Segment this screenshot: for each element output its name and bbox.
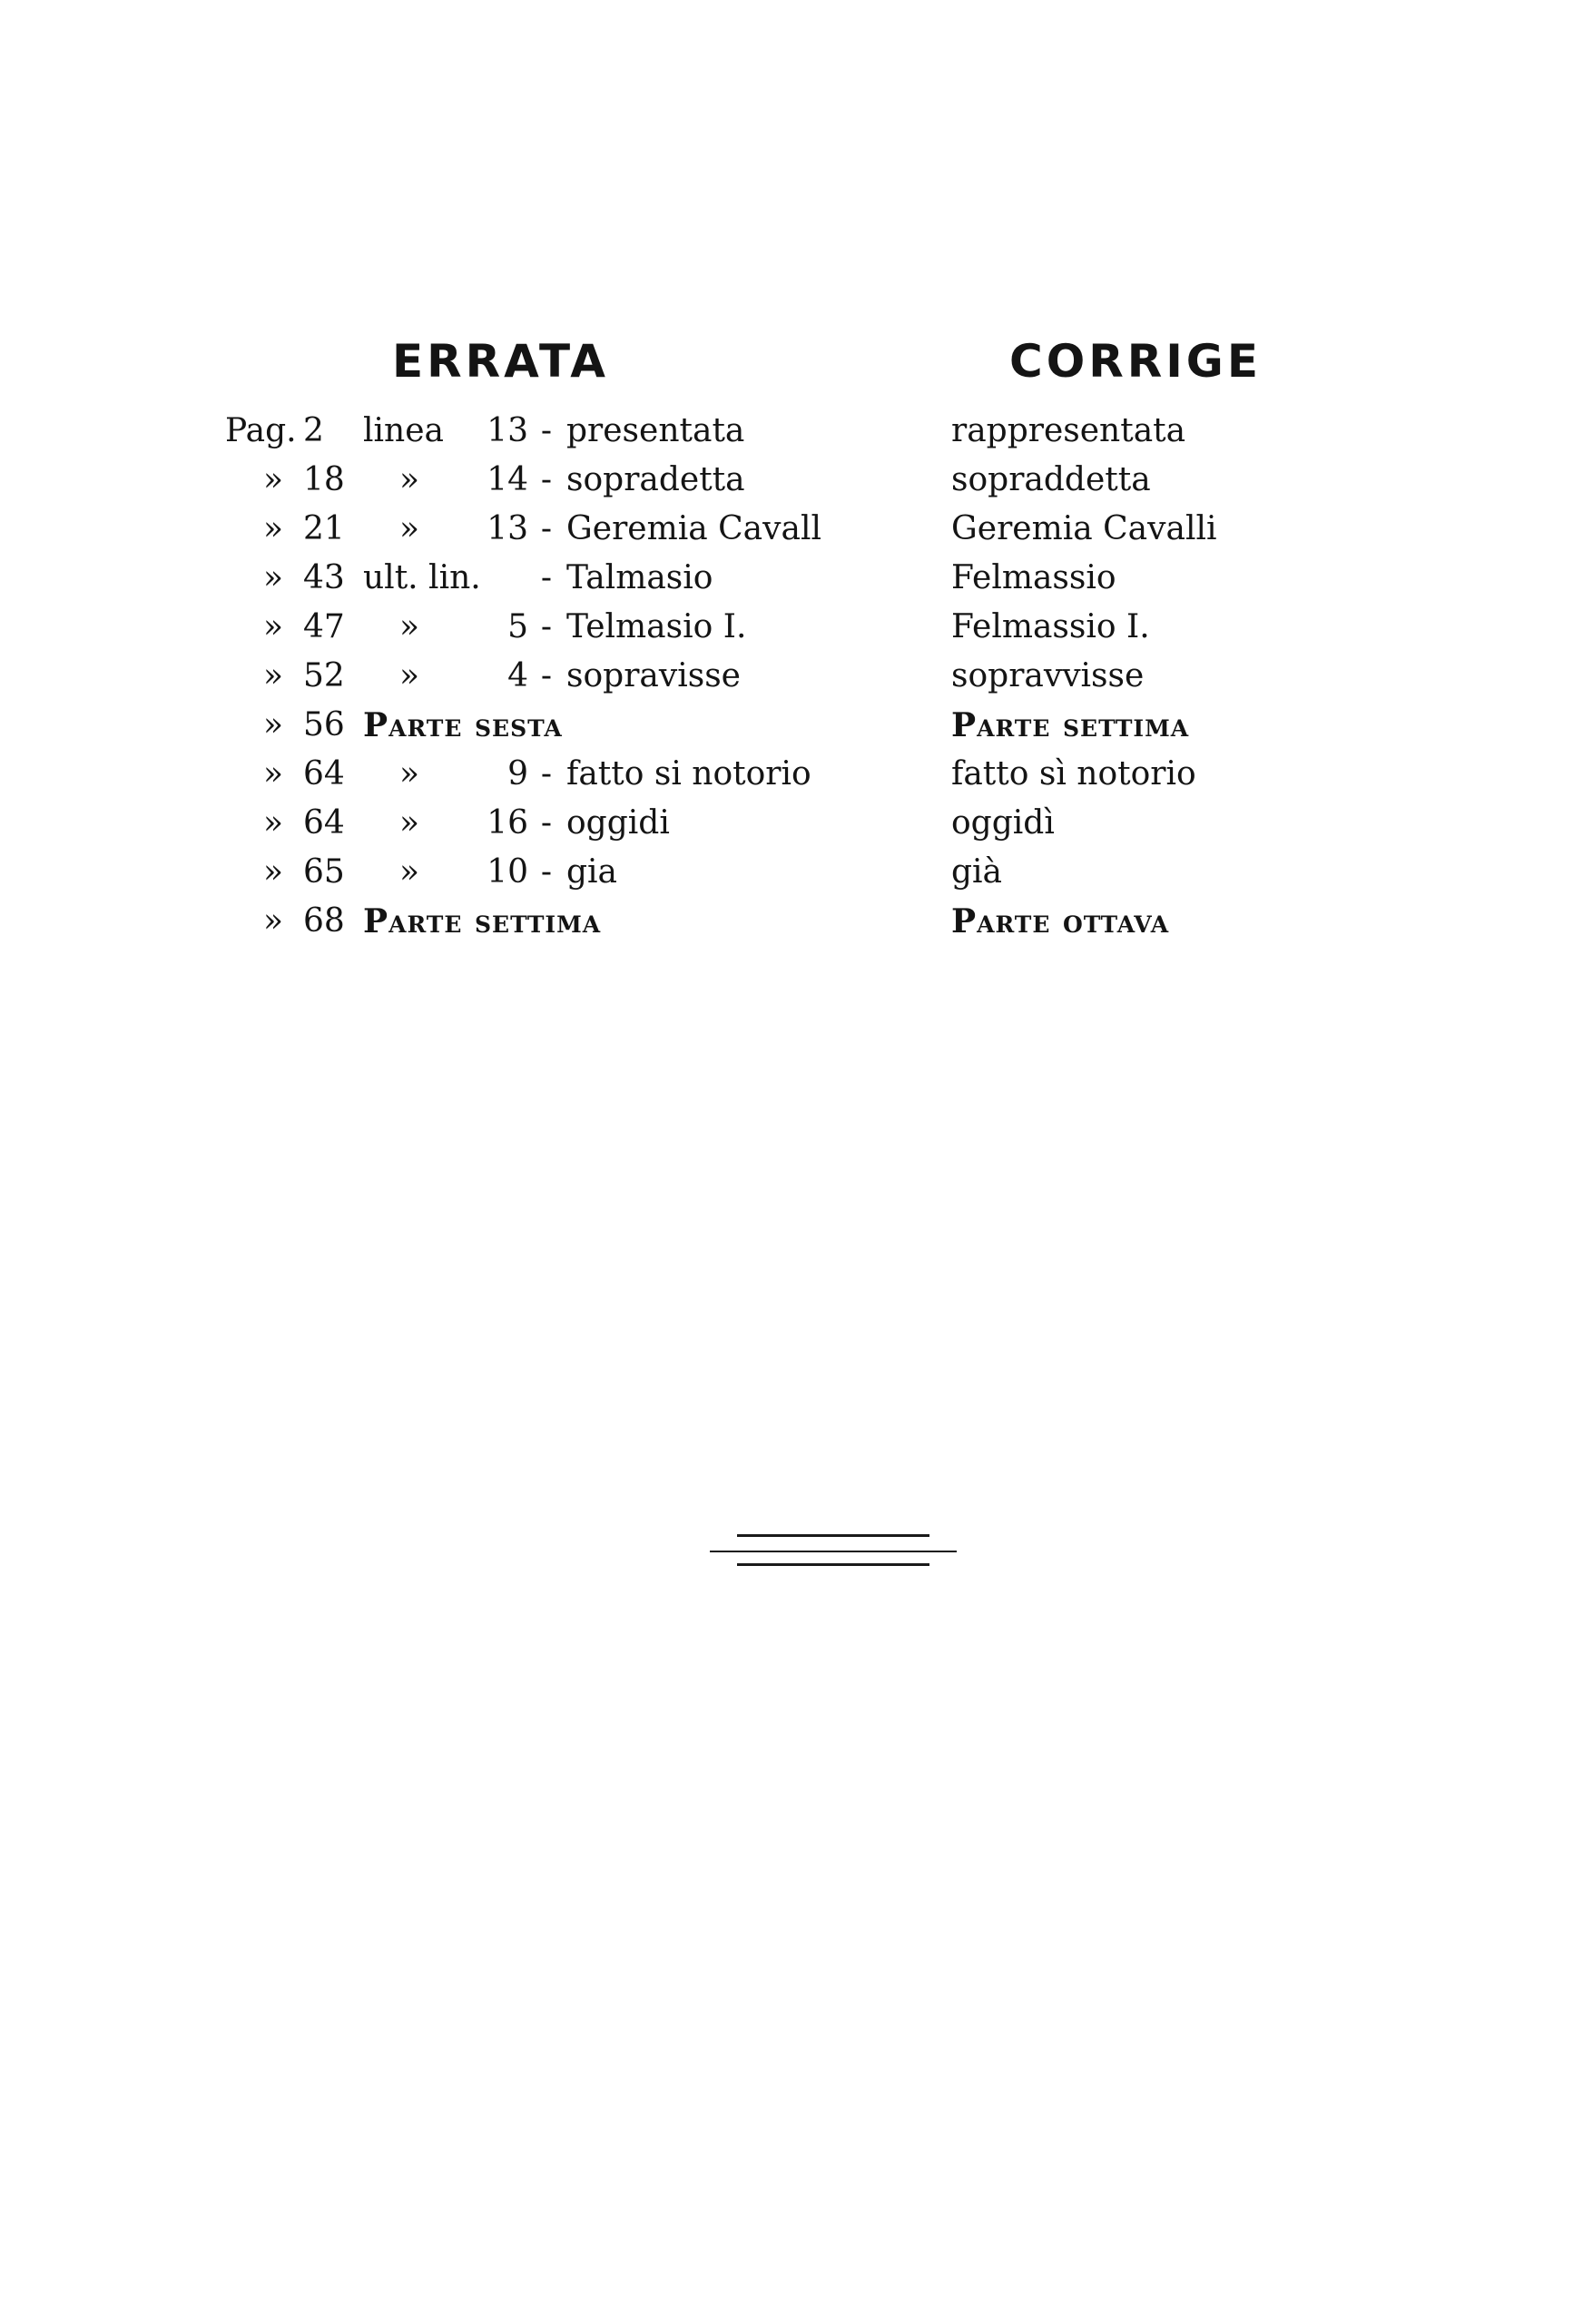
corrige-text: sopravvisse — [951, 657, 1145, 694]
line-number: 9 — [507, 755, 528, 793]
line-kind: » — [399, 804, 420, 842]
corrige-text: Parte ottava — [951, 902, 1170, 940]
page-number: 56 — [303, 706, 345, 743]
page-prefix: Pag. — [225, 412, 297, 449]
ornament-line-top — [737, 1534, 929, 1537]
corrige-heading: CORRIGE — [1009, 335, 1262, 388]
line-number: 4 — [507, 657, 528, 694]
separator-dash: - — [540, 461, 553, 498]
line-kind: ult. lin. — [363, 559, 481, 596]
errata-row — [0, 701, 1583, 750]
separator-dash: - — [540, 804, 553, 842]
page-number: 43 — [303, 559, 345, 596]
errata-text: Geremia Cavall — [566, 510, 821, 547]
errata-row — [0, 848, 1583, 897]
page-prefix: » — [263, 755, 284, 793]
page-number: 65 — [303, 853, 345, 891]
line-kind: » — [399, 657, 420, 694]
corrige-text: Felmassio — [951, 559, 1116, 596]
errata-text: sopradetta — [566, 461, 745, 498]
corrige-text: oggidì — [951, 804, 1055, 842]
corrige-text: fatto sì notorio — [951, 755, 1196, 793]
errata-text: presentata — [566, 412, 745, 449]
separator-dash: - — [540, 412, 553, 449]
page-prefix: » — [263, 804, 284, 842]
page-prefix: » — [263, 902, 284, 940]
page-number: 21 — [303, 510, 345, 547]
corrige-text: rappresentata — [951, 412, 1186, 449]
ornament-line-middle — [710, 1551, 957, 1552]
errata-heading: ERRATA — [392, 335, 609, 388]
page-number: 18 — [303, 461, 345, 498]
line-number: 16 — [487, 804, 528, 842]
line-number: 13 — [487, 412, 528, 449]
errata-row — [0, 652, 1583, 701]
page-number: 68 — [303, 902, 345, 940]
page-prefix: » — [263, 510, 284, 547]
corrige-text: sopraddetta — [951, 461, 1151, 498]
errata-text: Telmasio I. — [566, 608, 747, 645]
errata-text: gia — [566, 853, 618, 891]
line-kind: » — [399, 853, 420, 891]
errata-row — [0, 897, 1583, 946]
line-number: 14 — [487, 461, 528, 498]
page-number: 47 — [303, 608, 345, 645]
errata-row — [0, 407, 1583, 456]
corrige-text: Felmassio I. — [951, 608, 1150, 645]
page-number: 64 — [303, 755, 345, 793]
errata-row — [0, 750, 1583, 799]
page-number: 64 — [303, 804, 345, 842]
errata-text: sopravisse — [566, 657, 741, 694]
errata-part-text: Parte sesta — [363, 706, 563, 744]
corrige-text: Parte settima — [951, 706, 1190, 744]
errata-row — [0, 456, 1583, 505]
line-number: 10 — [487, 853, 528, 891]
page-number: 52 — [303, 657, 345, 694]
errata-row — [0, 603, 1583, 652]
page-prefix: » — [263, 657, 284, 694]
page-prefix: » — [263, 706, 284, 743]
page-prefix: » — [263, 461, 284, 498]
errata-row — [0, 505, 1583, 554]
line-number: 5 — [507, 608, 528, 645]
line-kind: » — [399, 510, 420, 547]
errata-part-text: Parte settima — [363, 902, 602, 940]
corrige-text: Geremia Cavalli — [951, 510, 1217, 547]
line-kind: » — [399, 755, 420, 793]
separator-dash: - — [540, 510, 553, 547]
separator-dash: - — [540, 559, 553, 596]
errata-row — [0, 554, 1583, 603]
errata-text: Talmasio — [566, 559, 713, 596]
separator-dash: - — [540, 657, 553, 694]
page-prefix: » — [263, 608, 284, 645]
page-prefix: » — [263, 853, 284, 891]
page-prefix: » — [263, 559, 284, 596]
corrige-text: già — [951, 853, 1003, 891]
separator-dash: - — [540, 608, 553, 645]
ornament-line-bottom — [737, 1563, 929, 1566]
separator-dash: - — [540, 853, 553, 891]
line-kind: » — [399, 608, 420, 645]
separator-dash: - — [540, 755, 553, 793]
line-kind: linea — [363, 412, 444, 449]
line-kind: » — [399, 461, 420, 498]
errata-row — [0, 799, 1583, 848]
line-number: 13 — [487, 510, 528, 547]
errata-text: oggidi — [566, 804, 670, 842]
page-number: 2 — [303, 412, 324, 449]
errata-text: fatto si notorio — [566, 755, 811, 793]
